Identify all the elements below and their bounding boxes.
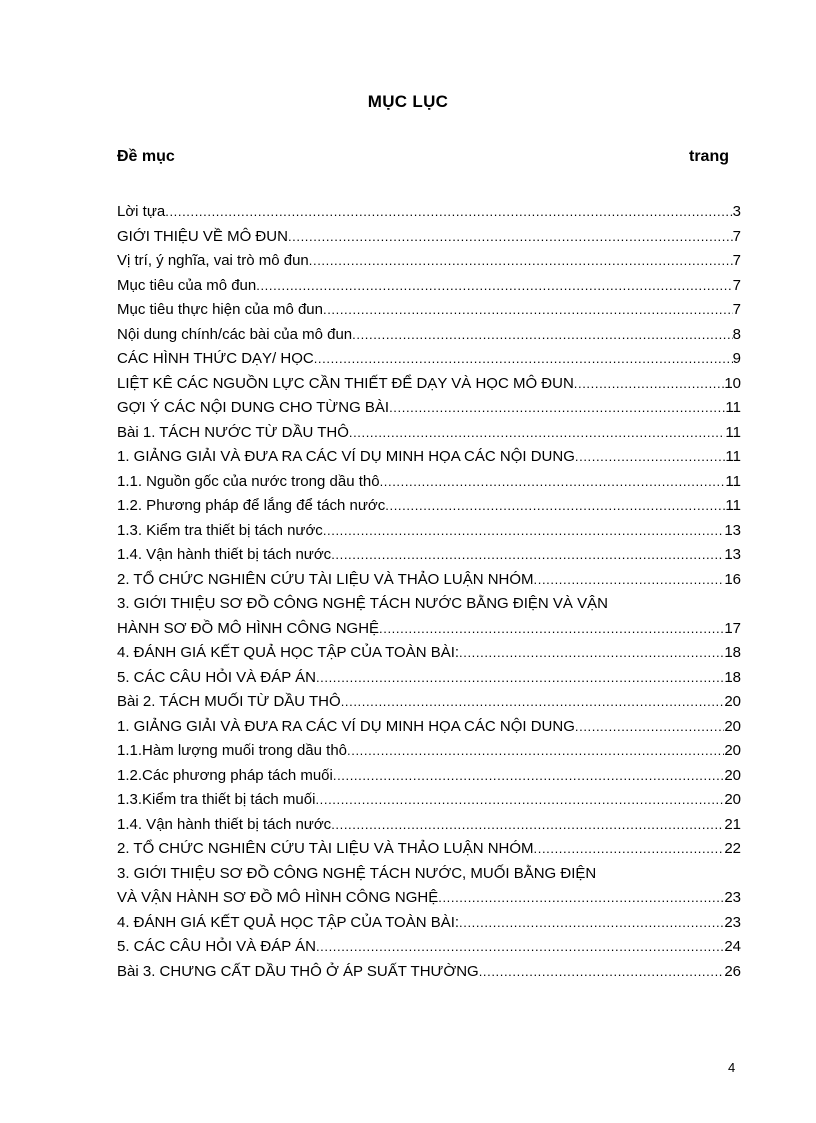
- toc-entry-title: Mục tiêu của mô đun: [117, 276, 257, 294]
- toc-entry-page: 13: [724, 546, 741, 563]
- toc-entry-title: 1.1. Nguồn gốc của nước trong dầu thô: [117, 472, 380, 490]
- header-page-label: trang: [689, 148, 729, 165]
- dot-leader: [323, 519, 725, 544]
- toc-entry-page: 11: [725, 423, 741, 441]
- toc-entry-title: 4. ĐÁNH GIÁ KẾT QUẢ HỌC TẬP CỦA TOÀN BÀI:: [117, 913, 460, 931]
- toc-entry-title: Bài 2. TÁCH MUỐI TỪ DẦU THÔ: [117, 693, 341, 710]
- toc-entry-page: 24: [724, 938, 741, 955]
- toc-entry-page: 10: [724, 374, 741, 392]
- toc-entry-page: 7: [732, 301, 741, 318]
- table-of-contents: [117, 200, 741, 984]
- toc-entry-title: Lời tựa: [117, 203, 166, 220]
- toc-entry[interactable]: [117, 690, 741, 715]
- toc-entry-title: GỢI Ý CÁC NỘI DUNG CHO TỪNG BÀI: [117, 399, 390, 416]
- toc-entry[interactable]: [117, 715, 741, 740]
- toc-entry[interactable]: [117, 543, 741, 568]
- toc-entry-title: Bài 1. TÁCH NƯỚC TỪ DẦU THÔ: [117, 423, 349, 441]
- toc-entry-title: 1.3.Kiểm tra thiết bị tách muối: [117, 791, 316, 808]
- dot-leader: [331, 813, 724, 838]
- dot-leader: [459, 641, 724, 666]
- toc-entry[interactable]: [117, 935, 741, 960]
- toc-entry-title: 1. GIẢNG GIẢI VÀ ĐƯA RA CÁC VÍ DỤ MINH HỌA CÁC NỘI DUNG: [117, 717, 575, 735]
- toc-entry-page: 18: [724, 644, 741, 661]
- toc-entry-page: 7: [732, 252, 741, 269]
- toc-entry[interactable]: [117, 788, 741, 813]
- toc-entry-page: 17: [724, 619, 741, 637]
- toc-entry-title: LIỆT KÊ CÁC NGUỒN LỰC CẦN THIẾT ĐỂ DẠY VÀ HỌC MÔ ĐUN: [117, 374, 574, 392]
- toc-entry-page: 3: [732, 203, 741, 220]
- dot-leader: [534, 568, 725, 593]
- toc-entry-page: 11: [725, 497, 741, 514]
- toc-entry-page: 13: [724, 521, 741, 539]
- toc-entry-title: 1.4. Vận hành thiết bị tách nước: [117, 546, 332, 563]
- toc-entry-title: Bài 3. CHƯNG CẤT DẦU THÔ Ở ÁP SUẤT THƯỜNG: [117, 962, 479, 980]
- toc-entry[interactable]: [117, 396, 741, 421]
- toc-entry-title: 1.1.Hàm lượng muối trong dầu thô: [117, 742, 348, 759]
- dot-leader: [333, 764, 724, 789]
- toc-entry-page: 20: [724, 693, 741, 710]
- toc-entry-page: 11: [725, 472, 741, 490]
- dot-leader: [379, 617, 724, 642]
- toc-entry-page: 21: [724, 815, 741, 833]
- toc-entry-title: 1.2.Các phương pháp tách muối: [117, 766, 333, 784]
- dot-leader: [349, 421, 726, 446]
- dot-leader: [331, 543, 724, 568]
- page-number: 4: [728, 1060, 736, 1075]
- page-title: MỤC LỤC: [367, 92, 449, 111]
- dot-leader: [459, 911, 724, 936]
- toc-entry-page: 8: [732, 325, 741, 343]
- toc-entry-page: 20: [724, 791, 741, 808]
- toc-entry[interactable]: [117, 837, 741, 862]
- toc-entry-line[interactable]: 3. GIỚI THIỆU SƠ ĐỒ CÔNG NGHỆ TÁCH NƯỚC BẰNG ĐIỆN VÀ VẬN: [117, 595, 608, 612]
- toc-entry[interactable]: [117, 519, 741, 544]
- toc-entry-title: 2. TỔ CHỨC NGHIÊN CỨU TÀI LIỆU VÀ THẢO LUẬN NHÓM: [117, 570, 534, 588]
- toc-entry-page: 20: [724, 717, 741, 735]
- dot-leader: [309, 249, 733, 274]
- toc-entry[interactable]: [117, 764, 741, 789]
- dot-leader: [288, 225, 733, 250]
- dot-leader: [385, 494, 725, 519]
- toc-entry[interactable]: [117, 960, 741, 985]
- toc-entry-page: 23: [724, 889, 741, 906]
- dot-leader: [352, 323, 733, 348]
- dot-leader: [256, 274, 732, 299]
- toc-entry-title: 5. CÁC CÂU HỎI VÀ ĐÁP ÁN: [117, 938, 316, 955]
- dot-leader: [315, 788, 724, 813]
- dot-leader: [574, 372, 725, 397]
- toc-entry[interactable]: [117, 421, 741, 446]
- toc-entry-title: Vị trí, ý nghĩa, vai trò mô đun: [117, 252, 309, 269]
- toc-entry[interactable]: [117, 298, 741, 323]
- toc-entry[interactable]: [117, 225, 741, 250]
- dot-leader: [389, 396, 725, 421]
- toc-entry-page: 18: [724, 668, 741, 686]
- dot-leader: [438, 886, 724, 911]
- toc-entry[interactable]: [117, 445, 741, 470]
- toc-entry[interactable]: [117, 739, 741, 764]
- toc-entry-page: 22: [724, 840, 741, 857]
- toc-entry[interactable]: [117, 617, 741, 642]
- toc-entry-title: Mục tiêu thực hiện của mô đun: [117, 301, 323, 318]
- toc-entry-page: 7: [732, 227, 741, 245]
- toc-entry[interactable]: [117, 641, 741, 666]
- dot-leader: [347, 739, 724, 764]
- dot-leader: [575, 715, 724, 740]
- toc-entry[interactable]: [117, 372, 741, 397]
- toc-entry-title: GIỚI THIỆU VỀ MÔ ĐUN: [117, 227, 288, 245]
- dot-leader: [341, 690, 725, 715]
- toc-entry[interactable]: [117, 274, 741, 299]
- toc-entry-title: 1. GIẢNG GIẢI VÀ ĐƯA RA CÁC VÍ DỤ MINH HỌA CÁC NỘI DUNG: [117, 448, 575, 465]
- toc-entry-title: 4. ĐÁNH GIÁ KẾT QUẢ HỌC TẬP CỦA TOÀN BÀI:: [117, 644, 460, 661]
- toc-entry[interactable]: [117, 666, 741, 691]
- toc-entry-title: 1.4. Vận hành thiết bị tách nước: [117, 815, 332, 833]
- dot-leader: [314, 347, 733, 372]
- dot-leader: [316, 666, 724, 691]
- toc-header: [117, 148, 729, 166]
- toc-entry-title: 1.2. Phương pháp để lắng để tách nước: [117, 497, 386, 514]
- toc-entry-page: 11: [725, 399, 741, 416]
- dot-leader: [323, 298, 733, 323]
- toc-entry[interactable]: [117, 494, 741, 519]
- toc-entry-page: 7: [732, 276, 741, 294]
- dot-leader: [380, 470, 726, 495]
- toc-entry-page: 11: [725, 448, 741, 465]
- toc-entry[interactable]: [117, 813, 741, 838]
- toc-entry-title: 5. CÁC CÂU HỎI VÀ ĐÁP ÁN: [117, 668, 316, 686]
- toc-entry-title: 1.3. Kiểm tra thiết bị tách nước: [117, 521, 323, 539]
- toc-entry-page: 9: [732, 350, 741, 367]
- dot-leader: [575, 445, 726, 470]
- toc-entry[interactable]: [117, 911, 741, 936]
- toc-entry-title: Nội dung chính/các bài của mô đun: [117, 325, 353, 343]
- toc-entry[interactable]: [117, 470, 741, 495]
- toc-entry[interactable]: [117, 886, 741, 911]
- toc-entry[interactable]: [117, 323, 741, 348]
- header-section-label: Đề mục: [117, 148, 175, 165]
- toc-entry-page: 16: [724, 570, 741, 588]
- toc-entry[interactable]: [117, 347, 741, 372]
- dot-leader: [479, 960, 725, 985]
- toc-entry-line[interactable]: 3. GIỚI THIỆU SƠ ĐỒ CÔNG NGHỆ TÁCH NƯỚC, MUỐI BẰNG ĐIỆN: [117, 864, 597, 882]
- toc-entry[interactable]: [117, 200, 741, 225]
- toc-entry-page: 20: [724, 766, 741, 784]
- toc-entry-title: VÀ VẬN HÀNH SƠ ĐỒ MÔ HÌNH CÔNG NGHỆ: [117, 889, 439, 906]
- toc-entry-title: HÀNH SƠ ĐỒ MÔ HÌNH CÔNG NGHỆ: [117, 619, 380, 637]
- toc-entry-page: 26: [724, 962, 741, 980]
- toc-entry-page: 23: [724, 913, 741, 931]
- toc-entry-title: 2. TỔ CHỨC NGHIÊN CỨU TÀI LIỆU VÀ THẢO LUẬN NHÓM: [117, 840, 534, 857]
- dot-leader: [316, 935, 724, 960]
- toc-entry-page: 20: [724, 742, 741, 759]
- toc-entry-title: CÁC HÌNH THỨC DẠY/ HỌC: [117, 350, 314, 367]
- dot-leader: [534, 837, 725, 862]
- toc-entry[interactable]: [117, 249, 741, 274]
- toc-entry[interactable]: [117, 568, 741, 593]
- dot-leader: [165, 200, 732, 225]
